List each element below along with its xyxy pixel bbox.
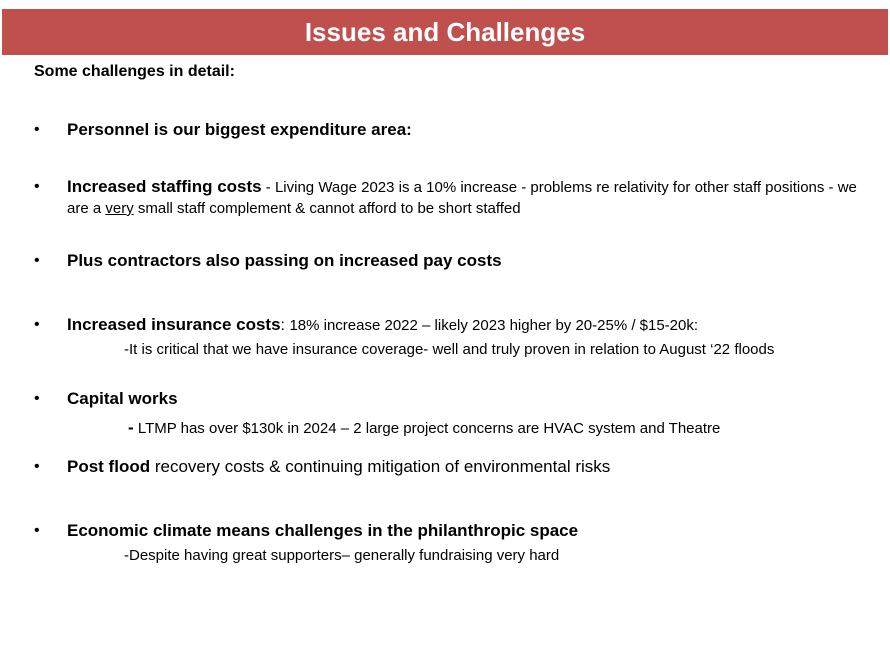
item-text-underlined: very: [105, 200, 134, 217]
sub-point-insurance: -It is critical that we have insurance coverage- well and truly proven in relation to August ‘22 floods: [124, 341, 775, 358]
bullet-glyph: •: [34, 316, 40, 333]
item-text: recovery costs & continuing mitigation of environmental risks: [150, 457, 611, 476]
item-heading: Plus contractors also passing on increased pay costs: [67, 251, 502, 270]
item-text: 18% increase 2022 – likely 2023 higher by 20-25% / $15-20k:: [289, 317, 699, 334]
slide-title: Issues and Challenges: [2, 9, 888, 55]
bullet-item-staffing: [34, 176, 866, 219]
bullet-item-contractors: [34, 250, 866, 272]
bullet-glyph: •: [34, 458, 40, 475]
bullet-glyph: •: [34, 522, 40, 539]
bullet-item-personnel: [34, 119, 866, 141]
sub-point-economic-climate: -Despite having great supporters– generally fundraising very hard: [124, 547, 560, 564]
sub-dash: -: [128, 418, 134, 437]
bullet-glyph: •: [34, 121, 40, 138]
item-text: small staff complement & cannot afford to be short staffed: [133, 200, 521, 217]
item-heading: Post flood: [67, 457, 151, 476]
bullet-item-post-flood: [34, 456, 866, 478]
sub-point-capital-works: [128, 418, 720, 438]
item-heading: Personnel is our biggest expenditure area:: [67, 120, 412, 139]
item-heading: Capital works: [67, 389, 178, 408]
item-heading: Increased staffing costs: [67, 177, 262, 196]
intro-heading: Some challenges in detail:: [34, 63, 235, 80]
bullet-item-insurance: [34, 314, 866, 336]
item-heading: Increased insurance costs: [67, 315, 281, 334]
item-text: - Living Wage 2023 is a 10% increase - problems re relativity for other staff positions - we are a: [67, 179, 857, 217]
bullet-item-economic-climate: [34, 520, 866, 542]
item-heading: Economic climate means challenges in the philanthropic space: [67, 521, 579, 540]
item-colon: :: [280, 317, 290, 334]
bullet-glyph: •: [34, 252, 40, 269]
bullet-glyph: •: [34, 178, 40, 195]
bullet-glyph: •: [34, 390, 40, 407]
bullet-item-capital-works: [34, 388, 866, 410]
sub-text: LTMP has over $130k in 2024 – 2 large project concerns are HVAC system and Theatre: [133, 420, 721, 437]
